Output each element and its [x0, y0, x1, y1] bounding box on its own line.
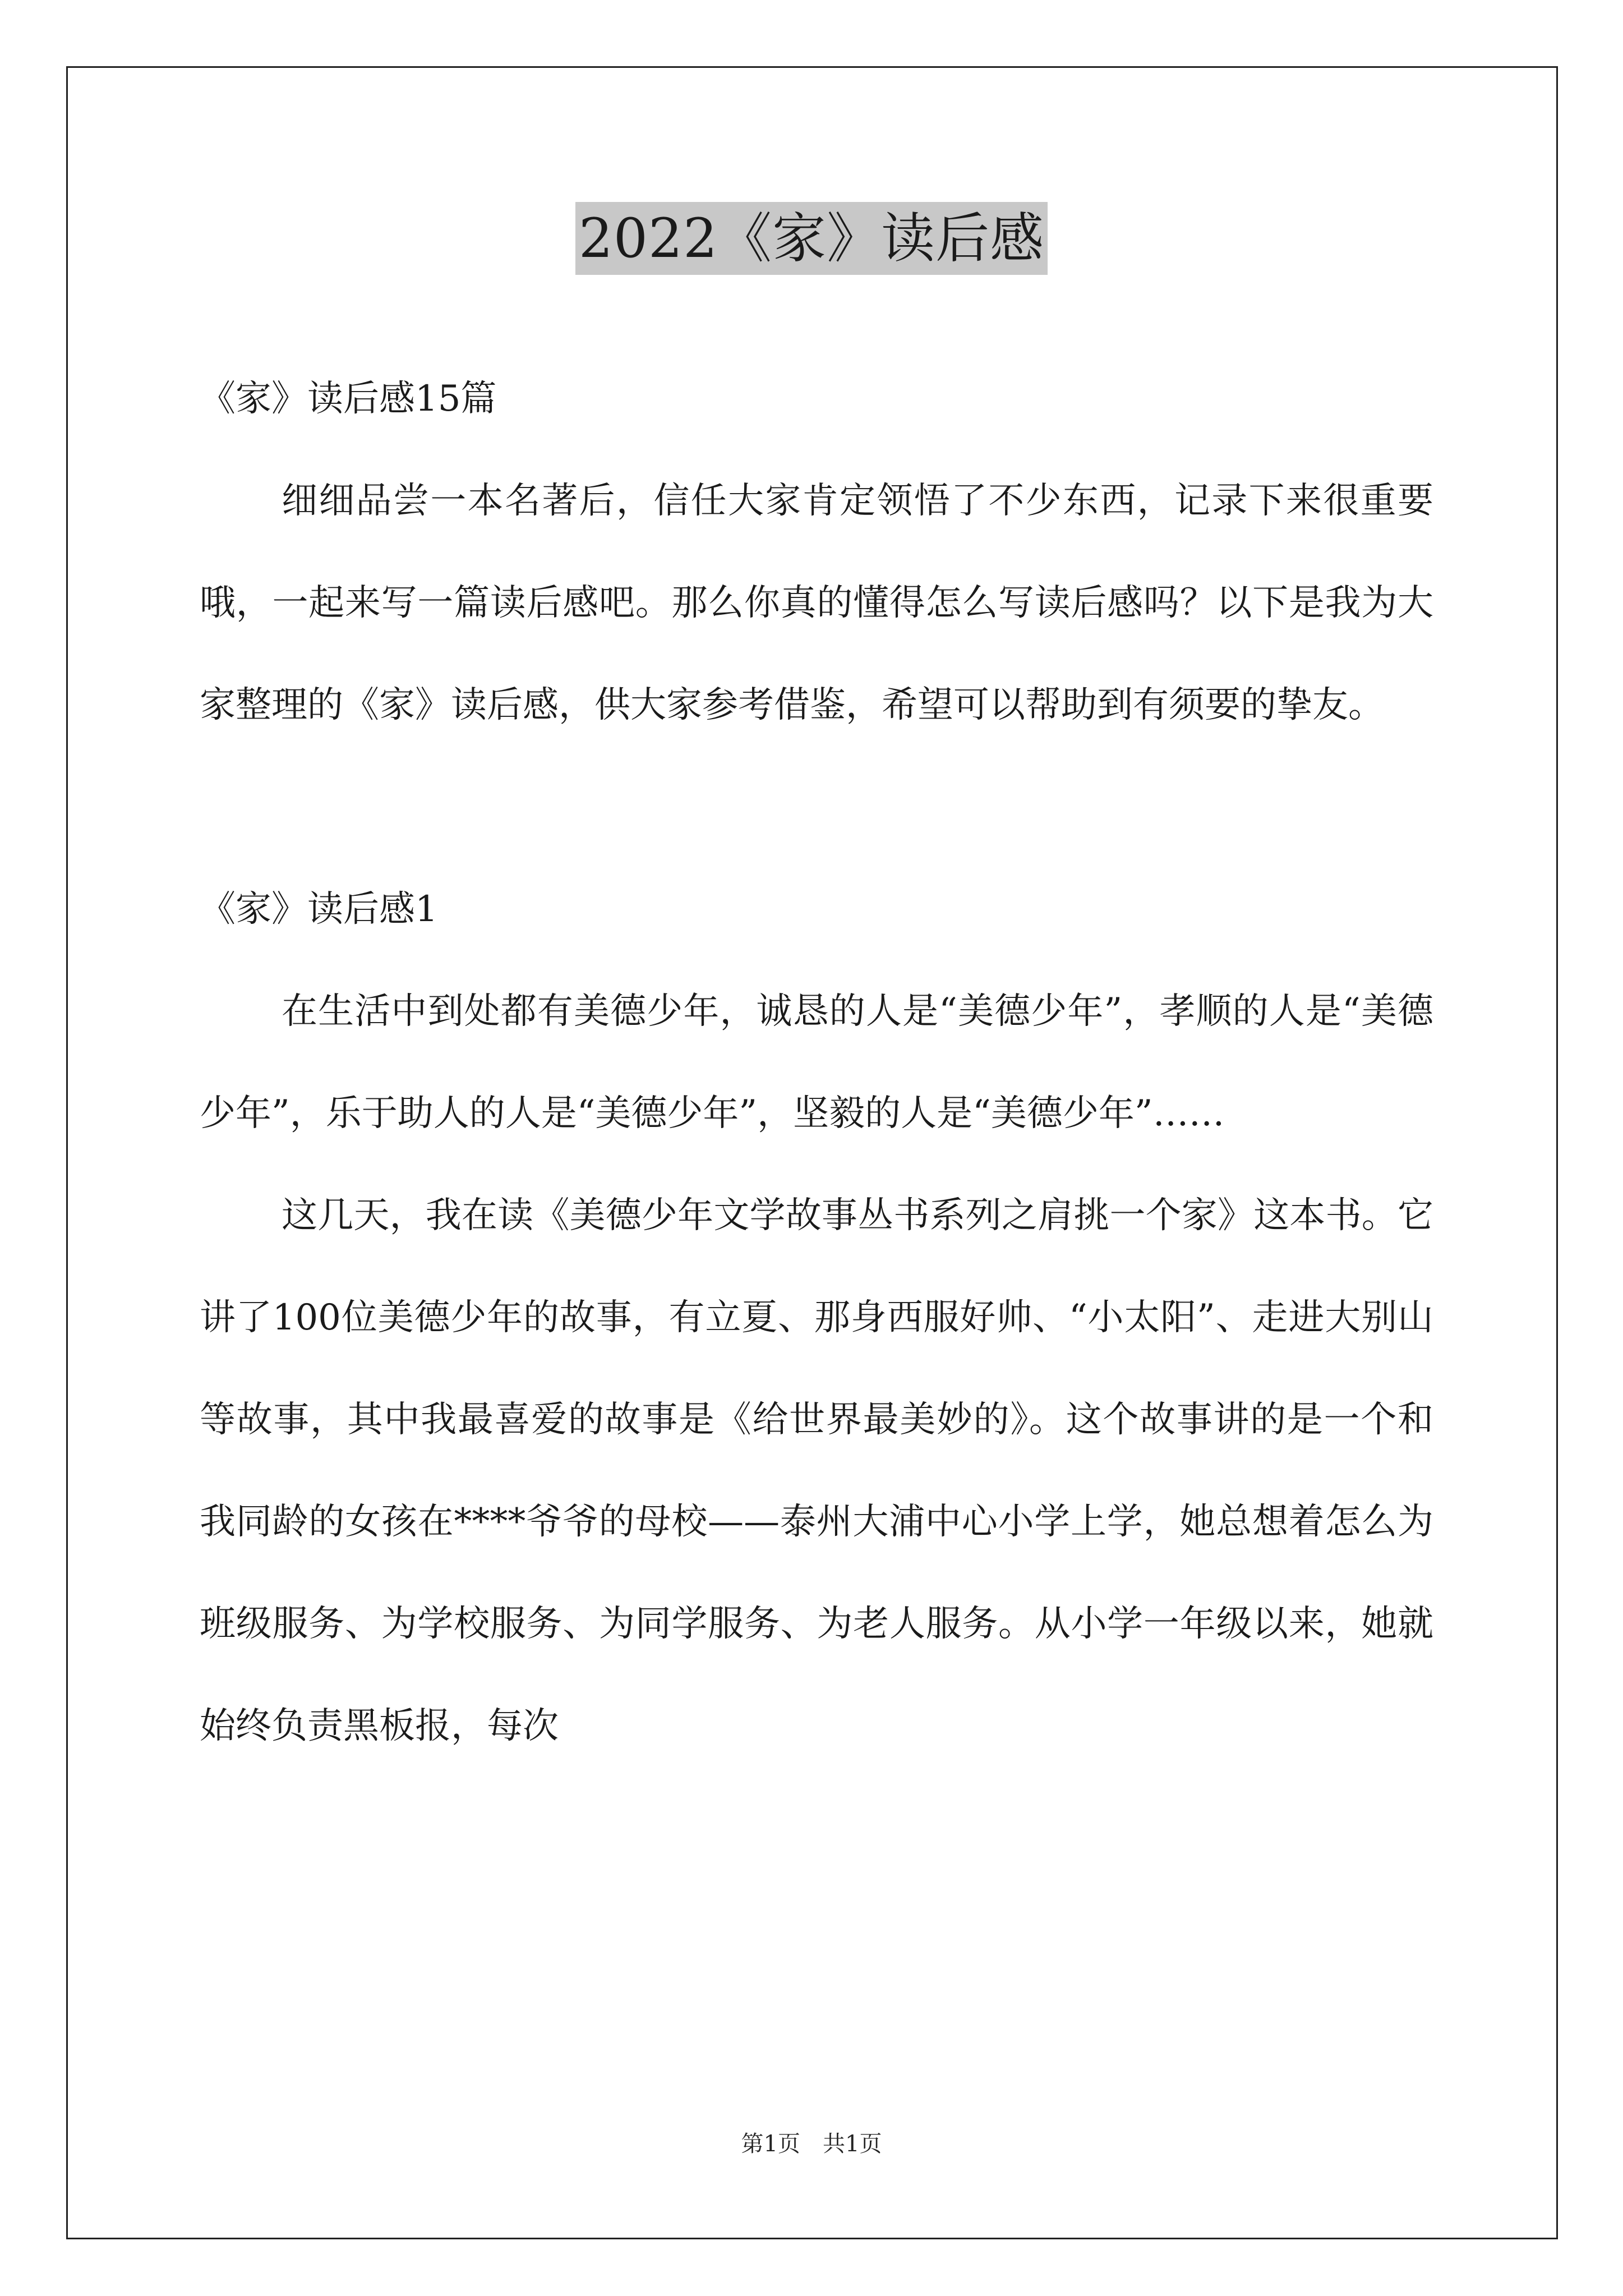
document-subtitle: 《家》读后感15篇: [200, 378, 497, 420]
page-footer: 第1页 共1页: [741, 2131, 882, 2157]
section-paragraph-1: 在生活中到处都有美德少年，诚恳的人是“美德少年”，孝顺的人是“美德少年”，乐于助人的人是“美德少年”，坚毅的人是“美德少年”……: [200, 991, 1433, 1134]
intro-paragraph: 细细品尝一本名著后，信任大家肯定领悟了不少东西，记录下来很重要哦，一起来写一篇读后感吧。那么你真的懂得怎么写读后感吗？以下是我为大家整理的《家》读后感，供大家参考借鉴，希望可以帮助到有须要的挚友。: [200, 480, 1433, 726]
document-body: [200, 348, 1433, 1777]
section-heading: 《家》读后感1: [200, 889, 438, 930]
section-paragraph-2: 这几天，我在读《美德少年文学故事丛书系列之肩挑一个家》这本书。它讲了100位美德少年的故事，有立夏、那身西服好帅、“小太阳”、走进大别山等故事，其中我最喜爱的故事是《给世界最美妙的》。这个故事讲的是一个和我同龄的女孩在****爷爷的母校——泰州大浦中心小学上学，她总想着怎么为班级服务、为学校服务、为同学服务、为老人服务。从小学一年级以来，她就始终负责黑板报，每次: [200, 1195, 1433, 1747]
title-container: [0, 202, 1623, 275]
section-spacer: [200, 756, 1433, 858]
document-title: 2022《家》读后感: [575, 202, 1048, 275]
